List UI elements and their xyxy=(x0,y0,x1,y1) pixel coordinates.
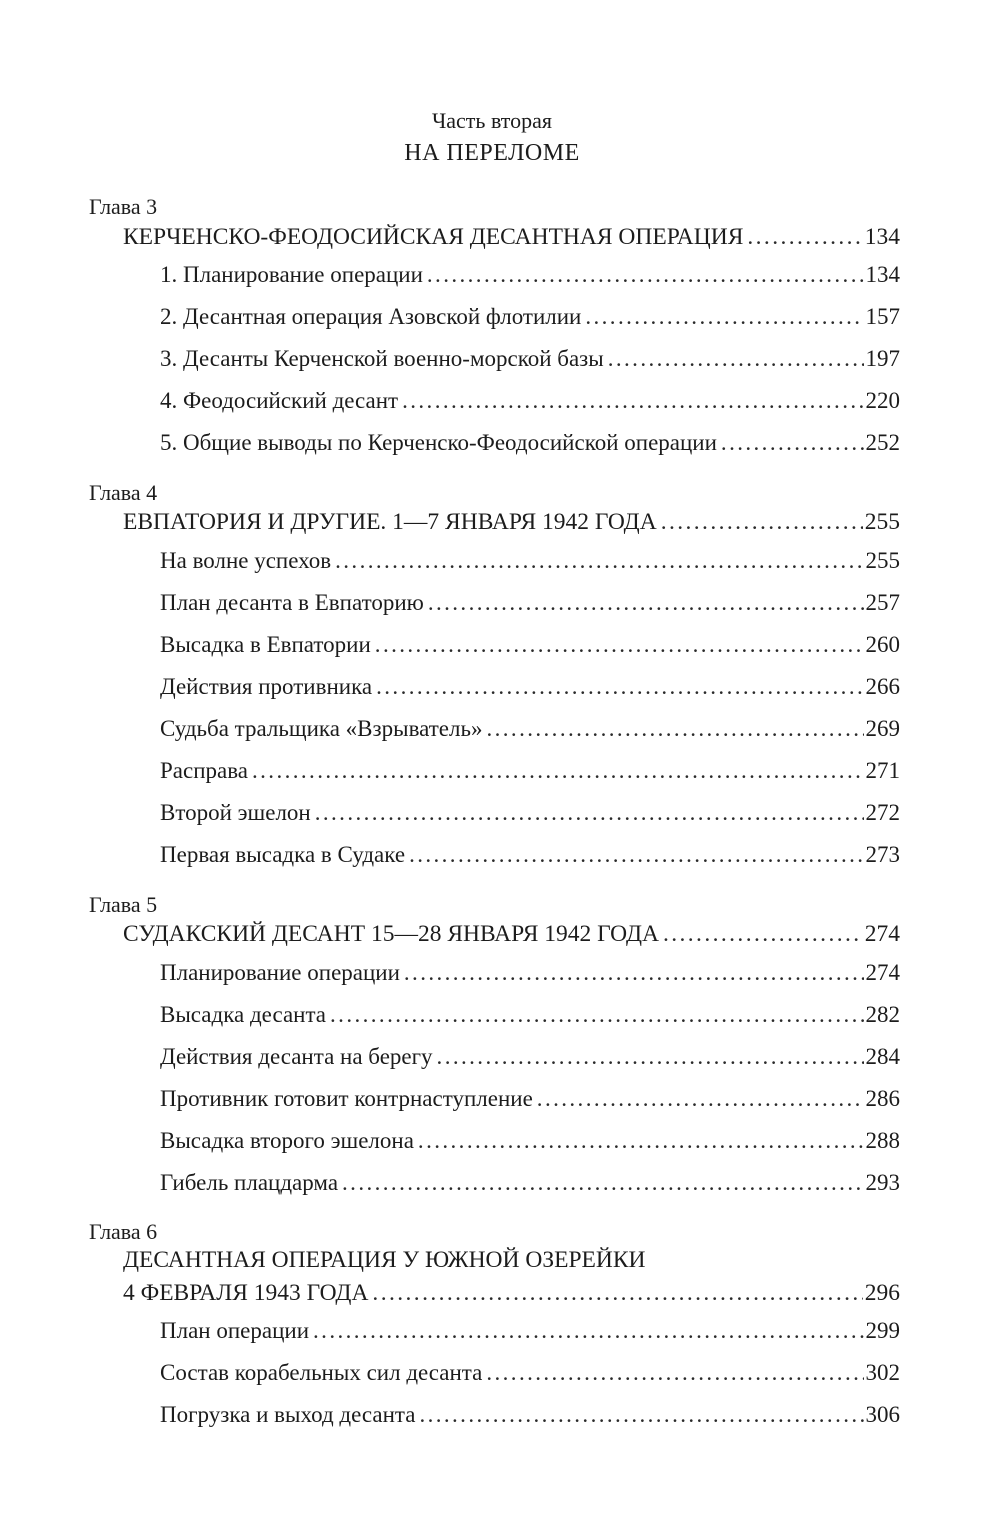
leader-dots xyxy=(313,1318,863,1344)
page-number: 157 xyxy=(865,304,900,329)
leader-dots xyxy=(585,304,863,330)
section-title: Состав корабельных сил десанта xyxy=(160,1360,483,1385)
page-number: 255 xyxy=(864,509,900,535)
leader-dots xyxy=(376,674,863,700)
chapter-title: 4 ФЕВРАЛЯ 1943 ГОДА xyxy=(123,1280,369,1306)
section-entry[interactable] xyxy=(160,1318,900,1344)
section-entry[interactable] xyxy=(160,960,900,986)
section-title: Второй эшелон xyxy=(160,800,311,825)
section-title: 2. Десантная операция Азовской флотилии xyxy=(160,304,582,329)
chapter-title-entry[interactable] xyxy=(123,1280,900,1307)
chapter-label: Глава 6 xyxy=(89,1219,158,1244)
section-title: Действия десанта на берегу xyxy=(160,1044,433,1069)
section-entry[interactable] xyxy=(160,1044,900,1070)
section-title: Погрузка и выход десанта xyxy=(160,1402,416,1427)
page-number: 282 xyxy=(865,1002,900,1027)
section-title: Противник готовит контрнаступление xyxy=(160,1086,533,1111)
leader-dots xyxy=(427,262,864,288)
page-number: 286 xyxy=(865,1086,900,1111)
leader-dots xyxy=(330,1002,863,1028)
page-number: 296 xyxy=(864,1280,900,1306)
leader-dots xyxy=(663,921,863,948)
chapter-title-entry[interactable] xyxy=(123,509,900,536)
section-entry[interactable] xyxy=(160,842,900,868)
section-title: 4. Феодосийский десант xyxy=(160,388,399,413)
chapter-label: Глава 4 xyxy=(89,480,158,505)
page-number: 293 xyxy=(865,1170,900,1195)
leader-dots xyxy=(419,1402,863,1428)
section-entry[interactable] xyxy=(160,1128,900,1154)
leader-dots xyxy=(418,1128,864,1154)
section-entry[interactable] xyxy=(160,800,900,826)
leader-dots xyxy=(608,346,864,372)
section-entry[interactable] xyxy=(160,430,900,456)
leader-dots xyxy=(747,224,862,251)
leader-dots xyxy=(486,1360,863,1386)
leader-dots xyxy=(375,632,864,658)
chapter-title: СУДАКСКИЙ ДЕСАНТ 15—28 ЯНВАРЯ 1942 ГОДА xyxy=(123,921,659,947)
leader-dots xyxy=(342,1170,863,1196)
page-number: 255 xyxy=(865,548,900,573)
leader-dots xyxy=(661,509,863,536)
chapter-title: КЕРЧЕНСКО-ФЕОДОСИЙСКАЯ ДЕСАНТНАЯ ОПЕРАЦИЯ xyxy=(123,224,744,250)
section-entry[interactable] xyxy=(160,590,900,616)
page-number: 284 xyxy=(865,1044,900,1069)
section-entry[interactable] xyxy=(160,262,900,288)
leader-dots xyxy=(404,960,864,986)
leader-dots xyxy=(335,548,863,574)
page-number: 269 xyxy=(865,716,900,741)
page-number: 260 xyxy=(865,632,900,657)
page-number: 266 xyxy=(865,674,900,699)
leader-dots xyxy=(315,800,864,826)
leader-dots xyxy=(721,430,864,456)
page-number: 274 xyxy=(865,960,900,985)
chapter-title-line: ДЕСАНТНАЯ ОПЕРАЦИЯ У ЮЖНОЙ ОЗЕРЕЙКИ xyxy=(123,1247,646,1273)
section-title: Действия противника xyxy=(160,674,373,699)
leader-dots xyxy=(428,590,864,616)
page-number: 220 xyxy=(865,388,900,413)
chapter-title-entry[interactable] xyxy=(123,224,900,251)
chapter-title: ЕВПАТОРИЯ И ДРУГИЕ. 1—7 ЯНВАРЯ 1942 ГОДА xyxy=(123,509,657,535)
page-number: 272 xyxy=(865,800,900,825)
leader-dots xyxy=(252,758,864,784)
section-title: Расправа xyxy=(160,758,248,783)
section-title: 5. Общие выводы по Керченско-Феодосийской операции xyxy=(160,430,717,455)
section-entry[interactable] xyxy=(160,1360,900,1386)
section-entry[interactable] xyxy=(160,632,900,658)
page-number: 302 xyxy=(865,1360,900,1385)
part-label: Часть вторая xyxy=(431,108,553,133)
section-entry[interactable] xyxy=(160,1002,900,1028)
section-entry[interactable] xyxy=(160,388,900,414)
section-entry[interactable] xyxy=(160,716,900,742)
section-title: Высадка второго эшелона xyxy=(160,1128,414,1153)
section-entry[interactable] xyxy=(160,1170,900,1196)
section-title: Первая высадка в Судаке xyxy=(160,842,406,867)
section-title: Судьба тральщика «Взрыватель» xyxy=(160,716,483,741)
section-title: 3. Десанты Керченской военно-морской базы xyxy=(160,346,604,371)
page-number: 134 xyxy=(865,262,900,287)
chapter-title-entry[interactable] xyxy=(123,921,900,948)
page-number: 257 xyxy=(865,590,900,615)
page-number: 273 xyxy=(865,842,900,867)
page-number: 197 xyxy=(865,346,900,371)
chapter-label: Глава 3 xyxy=(89,194,158,219)
section-title: Высадка десанта xyxy=(160,1002,327,1027)
section-entry[interactable] xyxy=(160,674,900,700)
section-title: 1. Планирование операции xyxy=(160,262,423,287)
page-number: 134 xyxy=(864,224,900,250)
leader-dots xyxy=(402,388,863,414)
leader-dots xyxy=(437,1044,864,1070)
page-number: 288 xyxy=(865,1128,900,1153)
page-number: 271 xyxy=(865,758,900,783)
page-number: 299 xyxy=(865,1318,900,1343)
section-entry[interactable] xyxy=(160,758,900,784)
section-entry[interactable] xyxy=(160,1402,900,1428)
section-entry[interactable] xyxy=(160,1086,900,1112)
section-title: План десанта в Евпаторию xyxy=(160,590,424,615)
leader-dots xyxy=(486,716,863,742)
section-entry[interactable] xyxy=(160,346,900,372)
page-number: 306 xyxy=(865,1402,900,1427)
page-number: 252 xyxy=(865,430,900,455)
page-number: 274 xyxy=(864,921,900,947)
part-title: НА ПЕРЕЛОМЕ xyxy=(404,140,580,166)
section-title: На волне успехов xyxy=(160,548,332,573)
section-title: Гибель плацдарма xyxy=(160,1170,339,1195)
leader-dots xyxy=(537,1086,864,1112)
leader-dots xyxy=(372,1280,862,1307)
leader-dots xyxy=(409,842,863,868)
section-entry[interactable] xyxy=(160,548,900,574)
section-title: Планирование операции xyxy=(160,960,400,985)
chapter-label: Глава 5 xyxy=(89,892,158,917)
section-title: План операции xyxy=(160,1318,310,1343)
section-entry[interactable] xyxy=(160,304,900,330)
section-title: Высадка в Евпатории xyxy=(160,632,371,657)
